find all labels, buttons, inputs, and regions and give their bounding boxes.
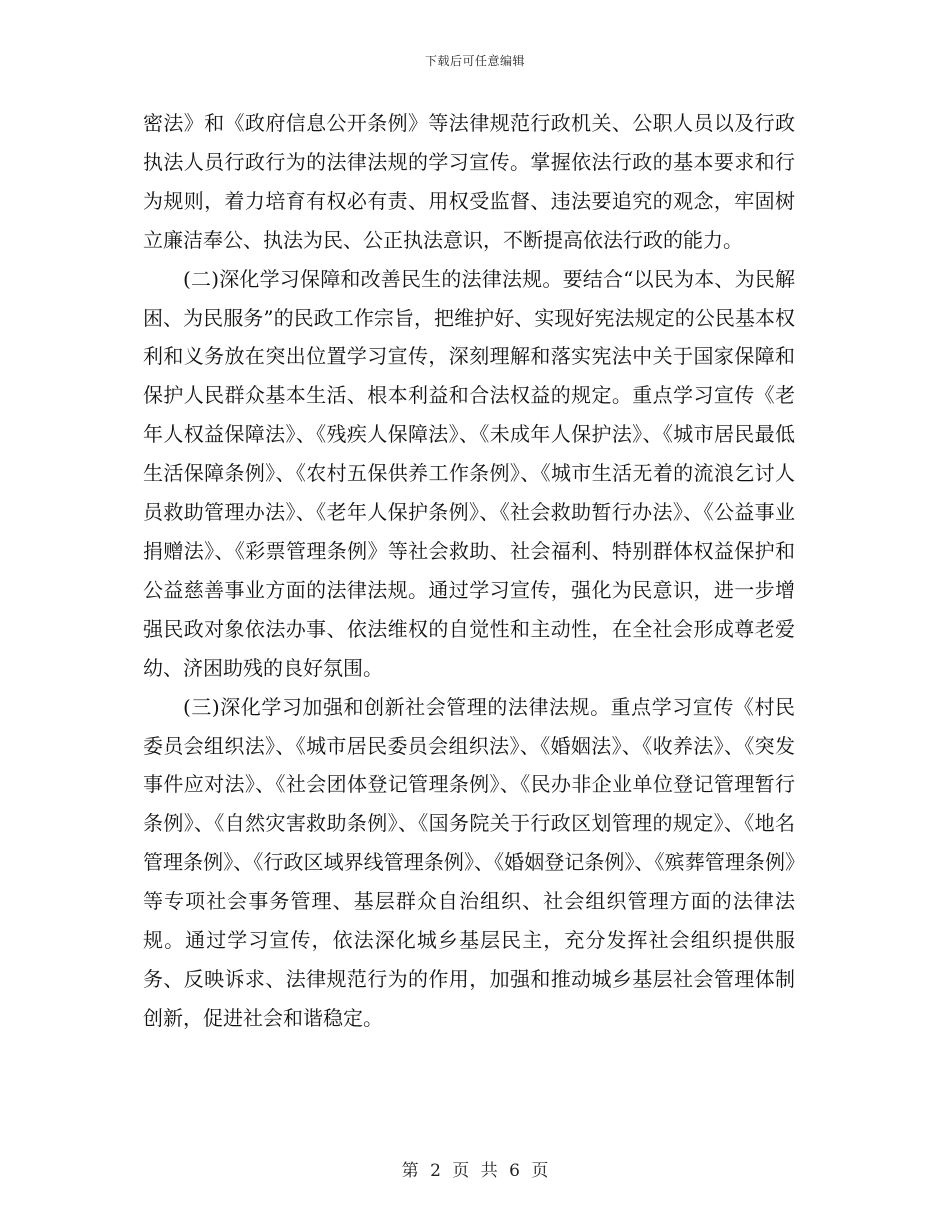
document-body <box>143 104 795 1038</box>
page-number-footer: 第 2 页 共 6 页 <box>401 1161 549 1181</box>
paragraph-section-3: (三)深化学习加强和创新社会管理的法律法规。重点学习宣传《村民委员会组织法》、《城市居民委员会组织法》、《婚姻法》、《收养法》、《突发事件应对法》、《社会团体登记管理条例》、《民办非企业单位登记管理暂行条例》、《自然灾害救助条例》、《国务院关于行政区划管理的规定》、《地名管理条例》、《行政区域界线管理条例》、《婚姻登记条例》、《殡葬管理条例》等专项社会事务管理、基层群众自治组织、社会组织管理方面的法律法规。通过学习宣传，依法深化城乡基层民主，充分发挥社会组织提供服务、反映诉求、法律规范行为的作用，加强和推动城乡基层社会管理体制创新，促进社会和谐稳定。 <box>143 694 795 1030</box>
page-header: 下载后可任意编辑 <box>424 54 525 68</box>
paragraph-section-2: (二)深化学习保障和改善民生的法律法规。要结合“以民为本、为民解困、为民服务”的民政工作宗旨，把维护好、实现好宪法规定的公民基本权利和义务放在突出位置学习宣传，深刻理解和落实宪法中关于国家保障和保护人民群众基本生活、根本利益和合法权益的规定。重点学习宣传《老年人权益保障法》、《残疾人保障法》、《未成年人保护法》、《城市居民最低生活保障条例》、《农村五保供养工作条例》、《城市生活无着的流浪乞讨人员救助管理办法》、《老年人保护条例》、《社会救助暂行办法》、《公益事业捐赠法》、《彩票管理条例》等社会救助、社会福利、特别群体权益保护和公益慈善事业方面的法律法规。通过学习宣传，强化为民意识，进一步增强民政对象依法办事、依法维权的自觉性和主动性，在全社会形成尊老爱幼、济困助残的良好氛围。 <box>143 266 795 680</box>
paragraph-continuation: 密法》和《政府信息公开条例》等法律规范行政机关、公职人员以及行政执法人员行政行为的法律法规的学习宣传。掌握依法行政的基本要求和行为规则，着力培育有权必有责、用权受监督、违法要追究的观念，牢固树立廉洁奉公、执法为民、公正执法意识，不断提高依法行政的能力。 <box>143 111 795 252</box>
